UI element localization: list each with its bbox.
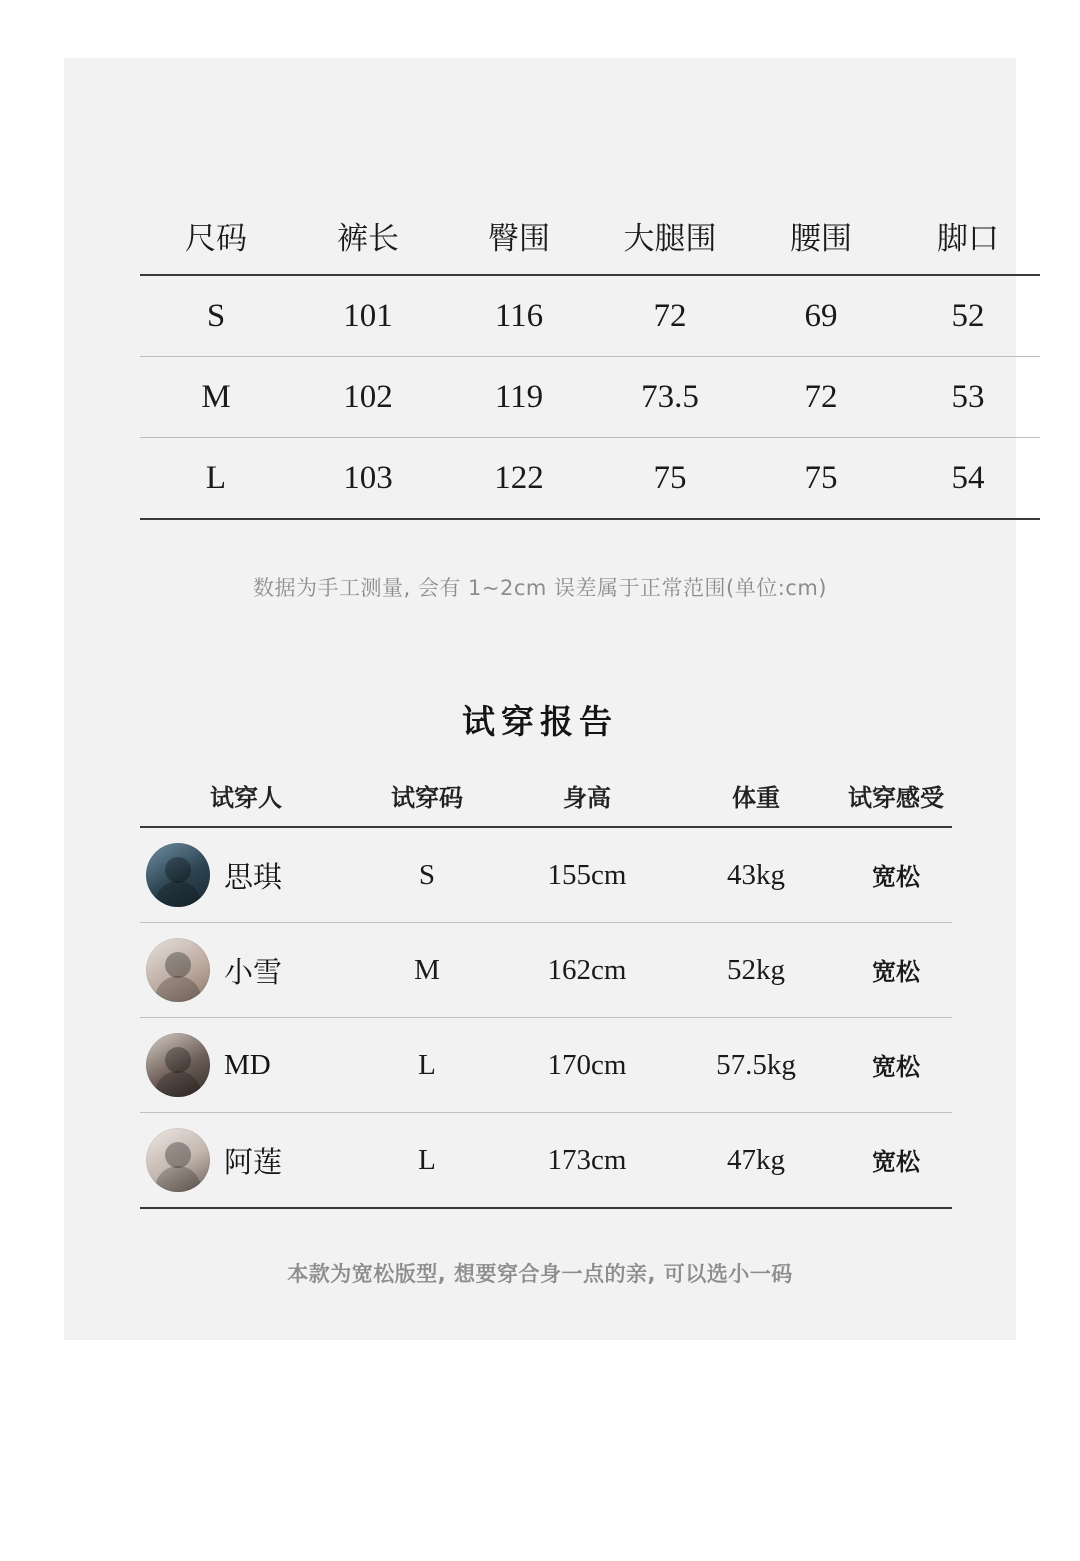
table-row [140, 1113, 952, 1209]
report-header-person: 试穿人 [140, 764, 352, 827]
report-header-size: 试穿码 [352, 764, 502, 827]
size-chart-header-hip: 臀围 [444, 196, 594, 275]
cell-height: 170cm [502, 1018, 672, 1113]
person [146, 1128, 352, 1192]
fit-report-table [140, 764, 952, 1209]
cell-person [140, 1018, 352, 1113]
cell-try-size: L [352, 1018, 502, 1113]
size-chart-header-size: 尺码 [140, 196, 292, 275]
feel-label: 宽松 [872, 1053, 920, 1081]
cell-feel [840, 827, 952, 923]
cell-thigh: 75 [594, 438, 746, 520]
table-row [140, 1018, 952, 1113]
cell-length: 101 [292, 275, 444, 357]
cell-length: 102 [292, 357, 444, 438]
cell-waist: 69 [746, 275, 896, 357]
size-chart-header-length: 裤长 [292, 196, 444, 275]
size-chart-header-thigh: 大腿围 [594, 196, 746, 275]
report-title: 试穿报告 [462, 705, 618, 741]
cell-feel [840, 923, 952, 1018]
cell-height: 155cm [502, 827, 672, 923]
cell-size: L [140, 438, 292, 520]
avatar [146, 843, 210, 907]
feel-label: 宽松 [872, 958, 920, 986]
cell-size: M [140, 357, 292, 438]
cell-try-size: S [352, 827, 502, 923]
cell-height: 162cm [502, 923, 672, 1018]
table-row [140, 438, 1040, 520]
cell-person [140, 1113, 352, 1209]
size-chart-header-hem: 脚口 [896, 196, 1040, 275]
cell-hem: 54 [896, 438, 1040, 520]
avatar [146, 1128, 210, 1192]
report-header-height: 身高 [502, 764, 672, 827]
cell-size: S [140, 275, 292, 357]
table-row [140, 923, 952, 1018]
cell-weight: 43kg [672, 827, 840, 923]
person [146, 938, 352, 1002]
cell-feel [840, 1113, 952, 1209]
size-chart-header-waist: 腰围 [746, 196, 896, 275]
avatar [146, 938, 210, 1002]
cell-try-size: M [352, 923, 502, 1018]
cell-thigh: 73.5 [594, 357, 746, 438]
cell-thigh: 72 [594, 275, 746, 357]
size-chart-note: 数据为手工测量, 会有 1~2cm 误差属于正常范围(单位:cm) [253, 576, 827, 600]
person-name: MD [224, 1048, 271, 1081]
table-row [140, 357, 1040, 438]
cell-waist: 75 [746, 438, 896, 520]
person [146, 1033, 352, 1097]
cell-hip: 122 [444, 438, 594, 520]
cell-try-size: L [352, 1113, 502, 1209]
table-row [140, 275, 1040, 357]
cell-hem: 52 [896, 275, 1040, 357]
cell-feel [840, 1018, 952, 1113]
cell-height: 173cm [502, 1113, 672, 1209]
fit-report-header-row [140, 764, 952, 827]
size-chart-header-row [140, 196, 1040, 275]
report-header-feel: 试穿感受 [840, 764, 952, 827]
table-row [140, 827, 952, 923]
cell-person [140, 827, 352, 923]
person-name: 小雪 [224, 956, 283, 989]
person-name: 思琪 [224, 861, 283, 894]
cell-weight: 47kg [672, 1113, 840, 1209]
cell-waist: 72 [746, 357, 896, 438]
feel-label: 宽松 [872, 863, 920, 891]
cell-hip: 116 [444, 275, 594, 357]
avatar [146, 1033, 210, 1097]
size-chart-table [140, 196, 1040, 520]
cell-person [140, 923, 352, 1018]
cell-length: 103 [292, 438, 444, 520]
cell-hip: 119 [444, 357, 594, 438]
cell-hem: 53 [896, 357, 1040, 438]
report-header-weight: 体重 [672, 764, 840, 827]
feel-label: 宽松 [872, 1148, 920, 1176]
cell-weight: 57.5kg [672, 1018, 840, 1113]
fit-report-note: 本款为宽松版型, 想要穿合身一点的亲, 可以选小一码 [287, 1262, 793, 1286]
person [146, 843, 352, 907]
person-name: 阿莲 [224, 1146, 283, 1179]
cell-weight: 52kg [672, 923, 840, 1018]
